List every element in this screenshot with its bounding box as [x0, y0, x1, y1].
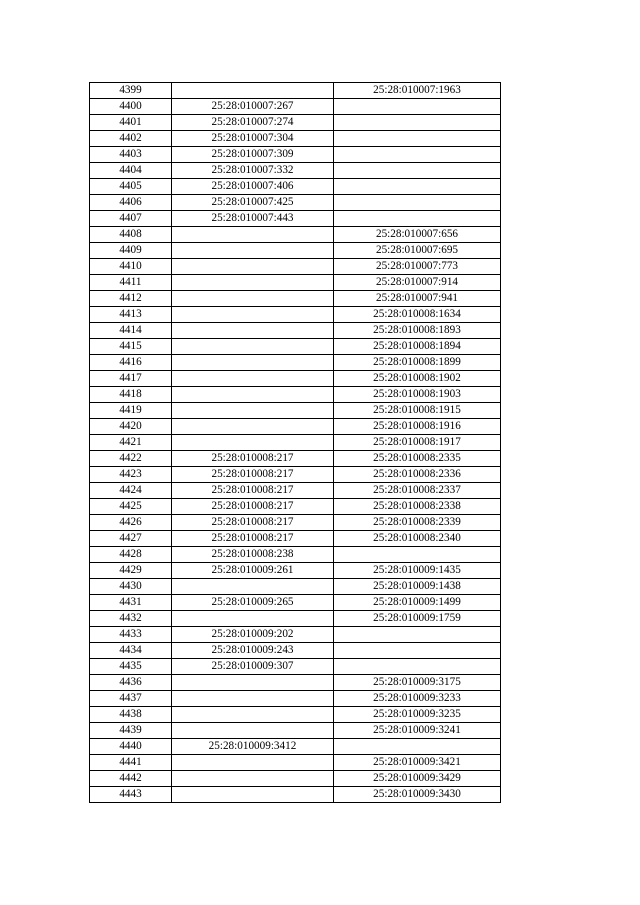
table-row — [90, 259, 501, 275]
cadastral-number-cell: 25:28:010008:217 — [172, 531, 334, 547]
related-cadastral-number-cell: 25:28:010008:1916 — [334, 419, 501, 435]
cadastral-number-cell: 25:28:010009:265 — [172, 595, 334, 611]
cadastral-number-cell — [172, 611, 334, 627]
cadastral-number-cell — [172, 371, 334, 387]
cadastral-number-cell — [172, 339, 334, 355]
cadastral-number-cell: 25:28:010007:425 — [172, 195, 334, 211]
cadastral-number-cell: 25:28:010009:307 — [172, 659, 334, 675]
row-number-cell: 4408 — [90, 227, 172, 243]
table-row — [90, 355, 501, 371]
row-number-cell: 4433 — [90, 627, 172, 643]
table-row — [90, 707, 501, 723]
row-number-cell: 4407 — [90, 211, 172, 227]
related-cadastral-number-cell: 25:28:010008:1634 — [334, 307, 501, 323]
table-row — [90, 227, 501, 243]
cadastral-number-cell — [172, 323, 334, 339]
cadastral-number-cell — [172, 387, 334, 403]
table-row — [90, 115, 501, 131]
row-number-cell: 4424 — [90, 483, 172, 499]
related-cadastral-number-cell — [334, 131, 501, 147]
row-number-cell: 4409 — [90, 243, 172, 259]
table-row — [90, 99, 501, 115]
cadastral-number-cell — [172, 355, 334, 371]
related-cadastral-number-cell — [334, 643, 501, 659]
related-cadastral-number-cell: 25:28:010008:2336 — [334, 467, 501, 483]
related-cadastral-number-cell: 25:28:010007:941 — [334, 291, 501, 307]
row-number-cell: 4421 — [90, 435, 172, 451]
row-number-cell: 4410 — [90, 259, 172, 275]
row-number-cell: 4430 — [90, 579, 172, 595]
row-number-cell: 4438 — [90, 707, 172, 723]
row-number-cell: 4440 — [90, 739, 172, 755]
cadastral-number-cell: 25:28:010009:202 — [172, 627, 334, 643]
table-row — [90, 531, 501, 547]
table-row — [90, 723, 501, 739]
table-row — [90, 611, 501, 627]
row-number-cell: 4401 — [90, 115, 172, 131]
row-number-cell: 4405 — [90, 179, 172, 195]
cadastral-number-cell: 25:28:010007:406 — [172, 179, 334, 195]
related-cadastral-number-cell: 25:28:010009:3175 — [334, 675, 501, 691]
row-number-cell: 4431 — [90, 595, 172, 611]
row-number-cell: 4437 — [90, 691, 172, 707]
related-cadastral-number-cell: 25:28:010009:3430 — [334, 787, 501, 803]
row-number-cell: 4422 — [90, 451, 172, 467]
cadastral-number-cell — [172, 243, 334, 259]
cadastral-number-cell — [172, 83, 334, 99]
table-row — [90, 291, 501, 307]
related-cadastral-number-cell: 25:28:010008:1915 — [334, 403, 501, 419]
table-row — [90, 675, 501, 691]
related-cadastral-number-cell: 25:28:010007:914 — [334, 275, 501, 291]
table-body — [90, 83, 501, 803]
table-row — [90, 339, 501, 355]
table-row — [90, 211, 501, 227]
related-cadastral-number-cell: 25:28:010008:1899 — [334, 355, 501, 371]
row-number-cell: 4412 — [90, 291, 172, 307]
row-number-cell: 4400 — [90, 99, 172, 115]
cadastral-number-cell — [172, 419, 334, 435]
cadastral-table — [89, 82, 501, 803]
table-row — [90, 467, 501, 483]
row-number-cell: 4443 — [90, 787, 172, 803]
row-number-cell: 4415 — [90, 339, 172, 355]
row-number-cell: 4428 — [90, 547, 172, 563]
table-row — [90, 691, 501, 707]
table-row — [90, 275, 501, 291]
table-row — [90, 739, 501, 755]
row-number-cell: 4439 — [90, 723, 172, 739]
related-cadastral-number-cell — [334, 99, 501, 115]
table-row — [90, 595, 501, 611]
related-cadastral-number-cell: 25:28:010008:2335 — [334, 451, 501, 467]
table-row — [90, 563, 501, 579]
cadastral-number-cell: 25:28:010008:217 — [172, 483, 334, 499]
table-row — [90, 323, 501, 339]
table-row — [90, 243, 501, 259]
table-row — [90, 483, 501, 499]
cadastral-number-cell — [172, 579, 334, 595]
related-cadastral-number-cell: 25:28:010008:1894 — [334, 339, 501, 355]
cadastral-number-cell — [172, 275, 334, 291]
row-number-cell: 4429 — [90, 563, 172, 579]
row-number-cell: 4442 — [90, 771, 172, 787]
cadastral-number-cell: 25:28:010007:304 — [172, 131, 334, 147]
row-number-cell: 4436 — [90, 675, 172, 691]
related-cadastral-number-cell: 25:28:010009:3233 — [334, 691, 501, 707]
cadastral-number-cell: 25:28:010007:443 — [172, 211, 334, 227]
cadastral-number-cell: 25:28:010009:261 — [172, 563, 334, 579]
table-row — [90, 83, 501, 99]
table-row — [90, 547, 501, 563]
related-cadastral-number-cell: 25:28:010007:656 — [334, 227, 501, 243]
related-cadastral-number-cell: 25:28:010009:1438 — [334, 579, 501, 595]
related-cadastral-number-cell: 25:28:010008:1902 — [334, 371, 501, 387]
related-cadastral-number-cell — [334, 179, 501, 195]
row-number-cell: 4434 — [90, 643, 172, 659]
related-cadastral-number-cell: 25:28:010009:3241 — [334, 723, 501, 739]
related-cadastral-number-cell — [334, 195, 501, 211]
table-row — [90, 307, 501, 323]
cadastral-number-cell: 25:28:010007:332 — [172, 163, 334, 179]
related-cadastral-number-cell: 25:28:010008:2338 — [334, 499, 501, 515]
related-cadastral-number-cell: 25:28:010007:695 — [334, 243, 501, 259]
row-number-cell: 4416 — [90, 355, 172, 371]
row-number-cell: 4419 — [90, 403, 172, 419]
cadastral-number-cell: 25:28:010008:217 — [172, 499, 334, 515]
related-cadastral-number-cell: 25:28:010009:1759 — [334, 611, 501, 627]
table-row — [90, 131, 501, 147]
cadastral-number-cell — [172, 259, 334, 275]
table-row — [90, 579, 501, 595]
related-cadastral-number-cell: 25:28:010009:3235 — [334, 707, 501, 723]
row-number-cell: 4402 — [90, 131, 172, 147]
related-cadastral-number-cell: 25:28:010008:1917 — [334, 435, 501, 451]
table-row — [90, 371, 501, 387]
cadastral-number-cell: 25:28:010007:274 — [172, 115, 334, 131]
table-row — [90, 627, 501, 643]
cadastral-number-cell — [172, 691, 334, 707]
table-row — [90, 787, 501, 803]
related-cadastral-number-cell: 25:28:010008:2337 — [334, 483, 501, 499]
cadastral-number-cell — [172, 707, 334, 723]
cadastral-number-cell — [172, 291, 334, 307]
row-number-cell: 4435 — [90, 659, 172, 675]
related-cadastral-number-cell — [334, 659, 501, 675]
row-number-cell: 4399 — [90, 83, 172, 99]
row-number-cell: 4423 — [90, 467, 172, 483]
cadastral-number-cell: 25:28:010008:217 — [172, 515, 334, 531]
cadastral-number-cell — [172, 403, 334, 419]
row-number-cell: 4426 — [90, 515, 172, 531]
related-cadastral-number-cell: 25:28:010007:1963 — [334, 83, 501, 99]
related-cadastral-number-cell — [334, 627, 501, 643]
row-number-cell: 4418 — [90, 387, 172, 403]
related-cadastral-number-cell: 25:28:010008:1893 — [334, 323, 501, 339]
row-number-cell: 4417 — [90, 371, 172, 387]
table-row — [90, 147, 501, 163]
cadastral-number-cell — [172, 227, 334, 243]
cadastral-number-cell — [172, 723, 334, 739]
cadastral-number-cell: 25:28:010007:309 — [172, 147, 334, 163]
cadastral-number-cell: 25:28:010007:267 — [172, 99, 334, 115]
cadastral-number-cell: 25:28:010009:3412 — [172, 739, 334, 755]
table-row — [90, 451, 501, 467]
cadastral-number-cell: 25:28:010009:243 — [172, 643, 334, 659]
related-cadastral-number-cell — [334, 547, 501, 563]
table-row — [90, 387, 501, 403]
row-number-cell: 4413 — [90, 307, 172, 323]
table-row — [90, 659, 501, 675]
cadastral-number-cell — [172, 787, 334, 803]
cadastral-number-cell: 25:28:010008:217 — [172, 467, 334, 483]
related-cadastral-number-cell — [334, 147, 501, 163]
row-number-cell: 4427 — [90, 531, 172, 547]
row-number-cell: 4406 — [90, 195, 172, 211]
row-number-cell: 4420 — [90, 419, 172, 435]
cadastral-number-cell — [172, 435, 334, 451]
table-row — [90, 515, 501, 531]
related-cadastral-number-cell — [334, 115, 501, 131]
row-number-cell: 4441 — [90, 755, 172, 771]
related-cadastral-number-cell — [334, 211, 501, 227]
table-row — [90, 419, 501, 435]
table-row — [90, 179, 501, 195]
related-cadastral-number-cell — [334, 163, 501, 179]
table-row — [90, 163, 501, 179]
row-number-cell: 4404 — [90, 163, 172, 179]
related-cadastral-number-cell: 25:28:010008:2339 — [334, 515, 501, 531]
table-row — [90, 755, 501, 771]
cadastral-number-cell — [172, 307, 334, 323]
related-cadastral-number-cell: 25:28:010007:773 — [334, 259, 501, 275]
table-row — [90, 195, 501, 211]
related-cadastral-number-cell: 25:28:010009:1435 — [334, 563, 501, 579]
related-cadastral-number-cell: 25:28:010009:1499 — [334, 595, 501, 611]
related-cadastral-number-cell: 25:28:010009:3421 — [334, 755, 501, 771]
table-row — [90, 771, 501, 787]
table-row — [90, 435, 501, 451]
row-number-cell: 4411 — [90, 275, 172, 291]
cadastral-number-cell: 25:28:010008:217 — [172, 451, 334, 467]
row-number-cell: 4432 — [90, 611, 172, 627]
related-cadastral-number-cell: 25:28:010008:2340 — [334, 531, 501, 547]
cadastral-number-cell — [172, 755, 334, 771]
cadastral-number-cell — [172, 675, 334, 691]
related-cadastral-number-cell: 25:28:010009:3429 — [334, 771, 501, 787]
cadastral-number-cell: 25:28:010008:238 — [172, 547, 334, 563]
row-number-cell: 4425 — [90, 499, 172, 515]
table-row — [90, 499, 501, 515]
row-number-cell: 4403 — [90, 147, 172, 163]
table-row — [90, 403, 501, 419]
related-cadastral-number-cell: 25:28:010008:1903 — [334, 387, 501, 403]
table-row — [90, 643, 501, 659]
related-cadastral-number-cell — [334, 739, 501, 755]
row-number-cell: 4414 — [90, 323, 172, 339]
cadastral-number-cell — [172, 771, 334, 787]
